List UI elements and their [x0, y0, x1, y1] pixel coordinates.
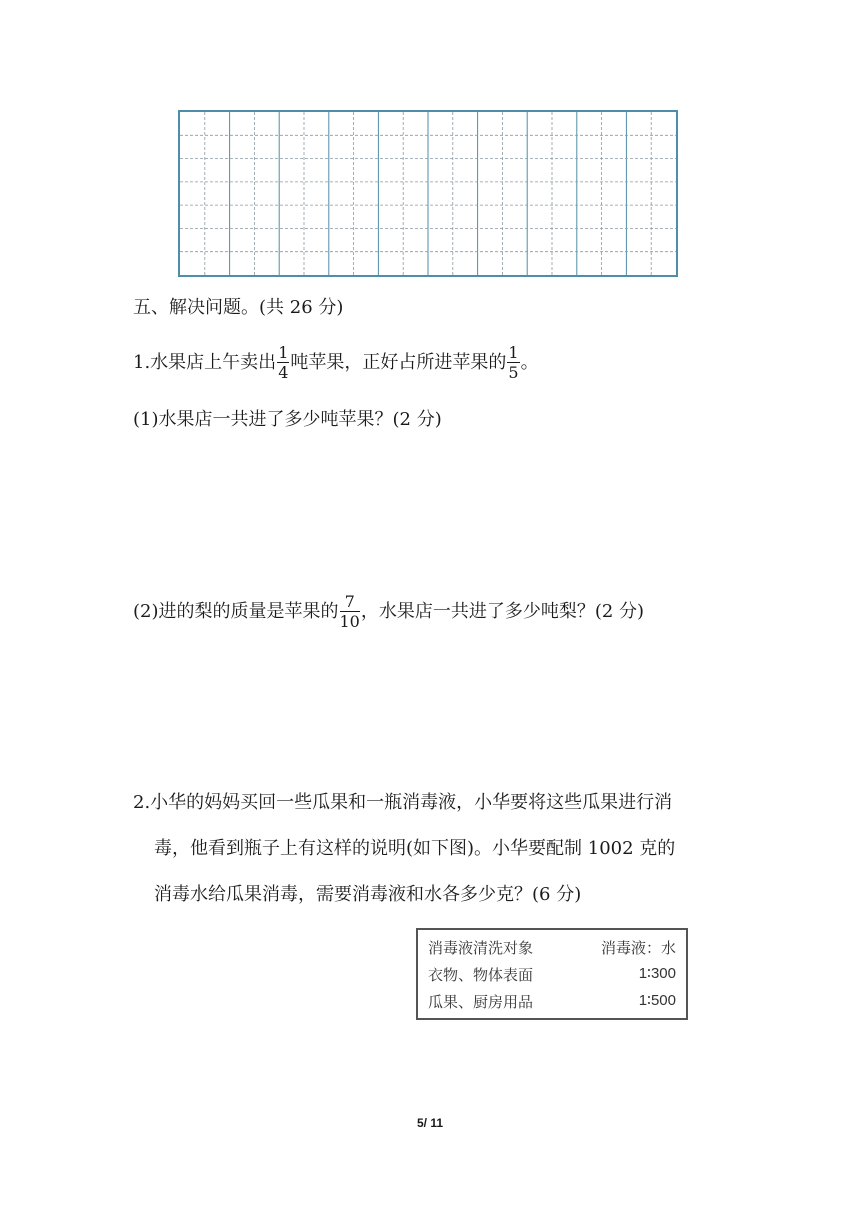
q1-fraction-a-numerator: 1	[278, 343, 289, 362]
q1-2-fraction	[340, 594, 360, 630]
table-row	[428, 964, 676, 986]
table-row	[428, 991, 676, 1013]
q1-fraction-a-denominator: 4	[278, 363, 289, 382]
q1-suffix: 。	[520, 352, 539, 373]
table-header-ratio: 消毒液：水	[600, 939, 676, 957]
q1-2-fraction-denominator: 10	[339, 612, 360, 631]
q1-2-prefix: (2)进的梨的质量是苹果的	[133, 601, 339, 622]
writing-grid-lines	[180, 112, 676, 275]
question-1-part-2	[133, 594, 644, 630]
q1-middle: 吨苹果，正好占所进苹果的	[290, 352, 507, 373]
q1-fraction-a	[277, 345, 289, 381]
question-2-line-2: 毒，他看到瓶子上有这样的说明(如下图)。小华要配制 1002 克的	[154, 838, 676, 859]
question-1-part-1: (1)水果店一共进了多少吨苹果？(2 分)	[133, 409, 442, 430]
table-cell-ratio: 1∶500	[638, 992, 676, 1009]
page-number: 5/ 11	[416, 1116, 444, 1130]
q1-2-suffix: ，水果店一共进了多少吨梨？(2 分)	[360, 601, 645, 622]
table-cell-object: 瓜果、厨房用品	[428, 993, 534, 1011]
section-heading: 五、解决问题。(共 26 分)	[133, 297, 344, 318]
table-header-object: 消毒液清洗对象	[428, 939, 534, 957]
q1-2-fraction-numerator: 7	[340, 594, 360, 612]
q1-prefix: 1.水果店上午卖出	[133, 352, 277, 373]
table-cell-object: 衣物、物体表面	[428, 966, 534, 984]
question-1	[133, 345, 539, 381]
q1-fraction-b	[507, 345, 519, 381]
q1-fraction-b-numerator: 1	[508, 343, 519, 362]
question-2-line-3: 消毒水给瓜果消毒，需要消毒液和水各多少克？(6 分)	[154, 884, 582, 905]
table-header-row	[428, 937, 676, 959]
question-2-line-1: 2.小华的妈妈买回一些瓜果和一瓶消毒液，小华要将这些瓜果进行消	[133, 792, 673, 813]
table-cell-ratio: 1∶300	[638, 965, 676, 982]
q1-fraction-b-denominator: 5	[508, 363, 519, 382]
writing-grid	[178, 110, 678, 277]
dilution-table	[416, 928, 688, 1020]
